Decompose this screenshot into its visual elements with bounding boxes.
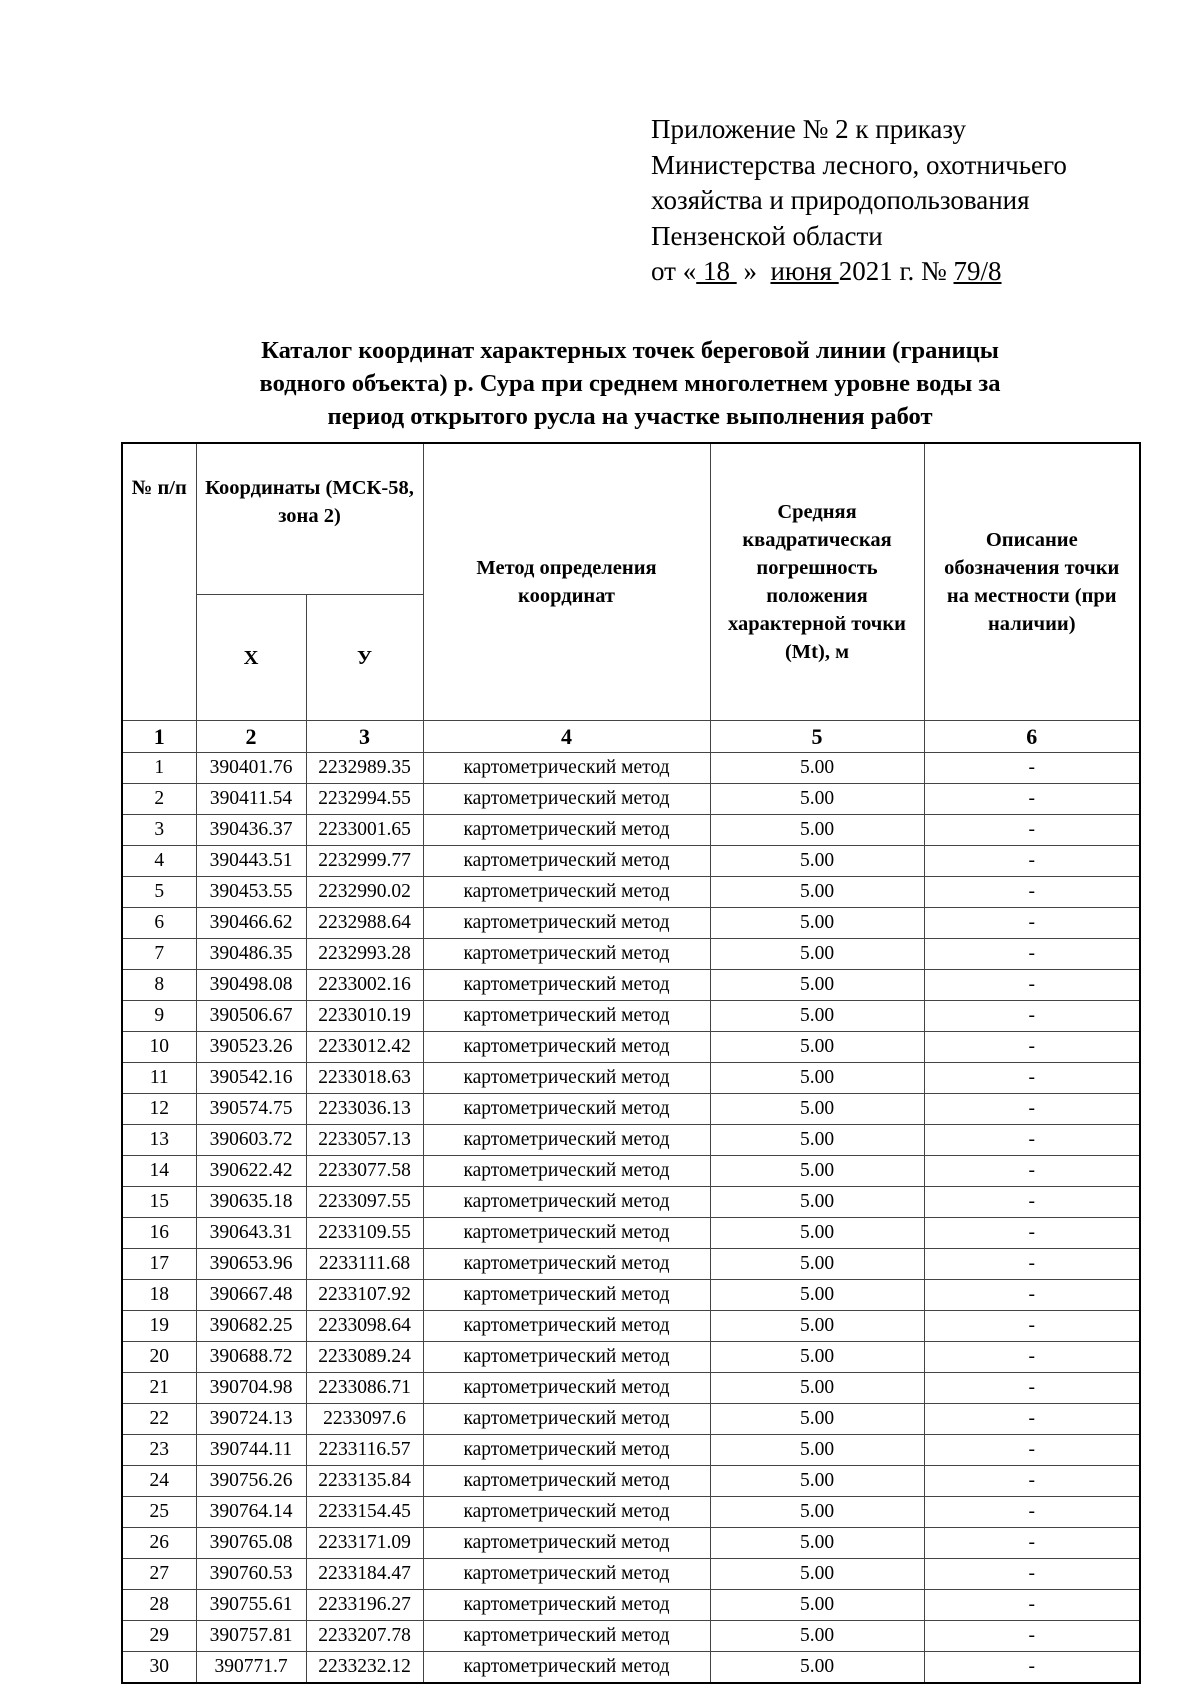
cell-y: 2233107.92 [306, 1280, 423, 1311]
cell-description: - [924, 1311, 1140, 1342]
column-number: 2 [196, 721, 306, 753]
appendix-header [651, 112, 1067, 290]
cell-num: 27 [122, 1559, 196, 1590]
header-coords: Координаты (МСК-58, зона 2) [196, 443, 423, 595]
table-row [122, 1621, 1140, 1652]
appendix-line: Министерства лесного, охотничьего [651, 149, 1067, 180]
cell-description: - [924, 1187, 1140, 1218]
cell-y: 2233232.12 [306, 1652, 423, 1684]
cell-x: 390771.7 [196, 1652, 306, 1684]
cell-x: 390704.98 [196, 1373, 306, 1404]
cell-x: 390757.81 [196, 1621, 306, 1652]
cell-error: 5.00 [710, 1001, 924, 1032]
cell-method: картометрический метод [423, 815, 710, 846]
cell-error: 5.00 [710, 1249, 924, 1280]
cell-x: 390724.13 [196, 1404, 306, 1435]
cell-y: 2233012.42 [306, 1032, 423, 1063]
cell-description: - [924, 908, 1140, 939]
cell-error: 5.00 [710, 1559, 924, 1590]
cell-error: 5.00 [710, 1466, 924, 1497]
cell-x: 390744.11 [196, 1435, 306, 1466]
cell-method: картометрический метод [423, 1280, 710, 1311]
cell-description: - [924, 1218, 1140, 1249]
appendix-line: хозяйства и природопользования [651, 185, 1030, 215]
cell-num: 4 [122, 846, 196, 877]
table-row [122, 1559, 1140, 1590]
cell-description: - [924, 1280, 1140, 1311]
table-row [122, 1001, 1140, 1032]
table-row [122, 1435, 1140, 1466]
cell-x: 390667.48 [196, 1280, 306, 1311]
cell-error: 5.00 [710, 877, 924, 908]
cell-y: 2233086.71 [306, 1373, 423, 1404]
cell-error: 5.00 [710, 1621, 924, 1652]
cell-description: - [924, 877, 1140, 908]
column-number: 5 [710, 721, 924, 753]
cell-x: 390643.31 [196, 1218, 306, 1249]
header-error: Средняя квадратическая погрешность положения характерной точки (Mt), м [710, 443, 924, 721]
cell-y: 2233116.57 [306, 1435, 423, 1466]
cell-num: 8 [122, 970, 196, 1001]
cell-method: картометрический метод [423, 1559, 710, 1590]
date-day: 18 [696, 256, 737, 286]
cell-method: картометрический метод [423, 939, 710, 970]
cell-method: картометрический метод [423, 784, 710, 815]
cell-error: 5.00 [710, 1404, 924, 1435]
cell-num: 22 [122, 1404, 196, 1435]
table-row [122, 1404, 1140, 1435]
cell-method: картометрический метод [423, 753, 710, 784]
table-row [122, 1063, 1140, 1094]
title-line: Каталог координат характерных точек береговой линии (границы [261, 337, 999, 364]
cell-num: 1 [122, 753, 196, 784]
cell-x: 390523.26 [196, 1032, 306, 1063]
cell-num: 18 [122, 1280, 196, 1311]
cell-error: 5.00 [710, 1280, 924, 1311]
cell-x: 390682.25 [196, 1311, 306, 1342]
cell-y: 2233057.13 [306, 1125, 423, 1156]
cell-description: - [924, 1559, 1140, 1590]
cell-method: картометрический метод [423, 1497, 710, 1528]
cell-y: 2233097.55 [306, 1187, 423, 1218]
table-row [122, 815, 1140, 846]
cell-x: 390498.08 [196, 970, 306, 1001]
cell-x: 390436.37 [196, 815, 306, 846]
document-title [121, 334, 1139, 433]
header-num: № п/п [122, 443, 196, 721]
appendix-date-line [651, 254, 1067, 290]
cell-method: картометрический метод [423, 1218, 710, 1249]
table-row [122, 1590, 1140, 1621]
table-row [122, 1311, 1140, 1342]
date-month: июня [770, 256, 839, 286]
table-row [122, 1156, 1140, 1187]
cell-num: 17 [122, 1249, 196, 1280]
header-method: Метод определения координат [423, 443, 710, 721]
cell-num: 19 [122, 1311, 196, 1342]
cell-description: - [924, 1652, 1140, 1684]
cell-method: картометрический метод [423, 1187, 710, 1218]
cell-description: - [924, 1342, 1140, 1373]
cell-x: 390574.75 [196, 1094, 306, 1125]
cell-error: 5.00 [710, 815, 924, 846]
cell-method: картометрический метод [423, 877, 710, 908]
cell-description: - [924, 753, 1140, 784]
table-row [122, 908, 1140, 939]
cell-y: 2232988.64 [306, 908, 423, 939]
table-row [122, 1094, 1140, 1125]
cell-method: картометрический метод [423, 1125, 710, 1156]
table-row [122, 1528, 1140, 1559]
appendix-line: Приложение № 2 к приказу [651, 114, 966, 144]
cell-num: 24 [122, 1466, 196, 1497]
header-description: Описание обозначения точки на местности (при наличии) [924, 443, 1140, 721]
cell-y: 2232993.28 [306, 939, 423, 970]
cell-num: 7 [122, 939, 196, 970]
cell-y: 2233207.78 [306, 1621, 423, 1652]
cell-description: - [924, 1528, 1140, 1559]
table-row [122, 877, 1140, 908]
cell-x: 390653.96 [196, 1249, 306, 1280]
cell-method: картометрический метод [423, 908, 710, 939]
cell-num: 5 [122, 877, 196, 908]
cell-method: картометрический метод [423, 1311, 710, 1342]
cell-num: 29 [122, 1621, 196, 1652]
cell-num: 6 [122, 908, 196, 939]
coordinates-table [121, 442, 1141, 1684]
cell-description: - [924, 846, 1140, 877]
cell-error: 5.00 [710, 1373, 924, 1404]
cell-num: 9 [122, 1001, 196, 1032]
cell-y: 2232994.55 [306, 784, 423, 815]
date-year: 2021 г. № [838, 256, 954, 286]
table-row [122, 1249, 1140, 1280]
cell-error: 5.00 [710, 1311, 924, 1342]
cell-description: - [924, 1466, 1140, 1497]
cell-error: 5.00 [710, 1032, 924, 1063]
cell-error: 5.00 [710, 753, 924, 784]
cell-y: 2233010.19 [306, 1001, 423, 1032]
cell-y: 2233111.68 [306, 1249, 423, 1280]
cell-x: 390506.67 [196, 1001, 306, 1032]
cell-y: 2233135.84 [306, 1466, 423, 1497]
cell-x: 390635.18 [196, 1187, 306, 1218]
cell-error: 5.00 [710, 1063, 924, 1094]
cell-num: 12 [122, 1094, 196, 1125]
table-row [122, 970, 1140, 1001]
cell-method: картометрический метод [423, 1156, 710, 1187]
cell-y: 2233077.58 [306, 1156, 423, 1187]
header-x: Х [196, 595, 306, 721]
table-row [122, 1187, 1140, 1218]
cell-error: 5.00 [710, 1342, 924, 1373]
cell-method: картометрический метод [423, 1621, 710, 1652]
cell-num: 2 [122, 784, 196, 815]
cell-y: 2233184.47 [306, 1559, 423, 1590]
cell-num: 15 [122, 1187, 196, 1218]
cell-y: 2233109.55 [306, 1218, 423, 1249]
table-row [122, 846, 1140, 877]
cell-error: 5.00 [710, 1590, 924, 1621]
table-row [122, 1466, 1140, 1497]
cell-num: 25 [122, 1497, 196, 1528]
cell-x: 390443.51 [196, 846, 306, 877]
cell-error: 5.00 [710, 1187, 924, 1218]
cell-method: картометрический метод [423, 1001, 710, 1032]
cell-description: - [924, 1249, 1140, 1280]
cell-num: 26 [122, 1528, 196, 1559]
cell-num: 23 [122, 1435, 196, 1466]
cell-y: 2233089.24 [306, 1342, 423, 1373]
cell-error: 5.00 [710, 1094, 924, 1125]
cell-y: 2232989.35 [306, 753, 423, 784]
table-row [122, 1342, 1140, 1373]
cell-x: 390453.55 [196, 877, 306, 908]
cell-x: 390688.72 [196, 1342, 306, 1373]
cell-x: 390466.62 [196, 908, 306, 939]
order-number: 79/8 [953, 256, 1002, 286]
column-numbers-row [122, 721, 1140, 753]
cell-num: 13 [122, 1125, 196, 1156]
cell-method: картометрический метод [423, 1249, 710, 1280]
cell-num: 10 [122, 1032, 196, 1063]
cell-method: картометрический метод [423, 1373, 710, 1404]
cell-description: - [924, 815, 1140, 846]
cell-description: - [924, 1373, 1140, 1404]
cell-error: 5.00 [710, 1435, 924, 1466]
cell-y: 2233001.65 [306, 815, 423, 846]
cell-x: 390764.14 [196, 1497, 306, 1528]
cell-method: картометрический метод [423, 1063, 710, 1094]
cell-num: 30 [122, 1652, 196, 1684]
cell-error: 5.00 [710, 1652, 924, 1684]
table-row [122, 1373, 1140, 1404]
cell-error: 5.00 [710, 1156, 924, 1187]
table-row [122, 1032, 1140, 1063]
cell-num: 16 [122, 1218, 196, 1249]
cell-description: - [924, 1032, 1140, 1063]
cell-y: 2233171.09 [306, 1528, 423, 1559]
cell-method: картометрический метод [423, 1590, 710, 1621]
cell-method: картометрический метод [423, 1435, 710, 1466]
cell-method: картометрический метод [423, 1342, 710, 1373]
cell-description: - [924, 1497, 1140, 1528]
cell-x: 390603.72 [196, 1125, 306, 1156]
cell-x: 390622.42 [196, 1156, 306, 1187]
cell-num: 21 [122, 1373, 196, 1404]
cell-error: 5.00 [710, 1218, 924, 1249]
cell-error: 5.00 [710, 1528, 924, 1559]
cell-method: картометрический метод [423, 1652, 710, 1684]
table-row [122, 1280, 1140, 1311]
cell-y: 2233018.63 [306, 1063, 423, 1094]
table-row [122, 753, 1140, 784]
cell-error: 5.00 [710, 784, 924, 815]
cell-y: 2233098.64 [306, 1311, 423, 1342]
cell-x: 390486.35 [196, 939, 306, 970]
table-row [122, 1652, 1140, 1684]
date-mid: » [736, 256, 771, 286]
cell-description: - [924, 1125, 1140, 1156]
appendix-line: Пензенской области [651, 220, 883, 251]
column-number: 4 [423, 721, 710, 753]
column-number: 3 [306, 721, 423, 753]
cell-description: - [924, 939, 1140, 970]
table-row [122, 1125, 1140, 1156]
cell-method: картометрический метод [423, 1404, 710, 1435]
cell-error: 5.00 [710, 846, 924, 877]
cell-x: 390760.53 [196, 1559, 306, 1590]
cell-error: 5.00 [710, 970, 924, 1001]
cell-method: картометрический метод [423, 1032, 710, 1063]
cell-description: - [924, 1063, 1140, 1094]
cell-description: - [924, 1590, 1140, 1621]
cell-num: 11 [122, 1063, 196, 1094]
cell-y: 2233154.45 [306, 1497, 423, 1528]
cell-description: - [924, 970, 1140, 1001]
column-number: 1 [122, 721, 196, 753]
cell-num: 20 [122, 1342, 196, 1373]
column-number: 6 [924, 721, 1140, 753]
cell-description: - [924, 1621, 1140, 1652]
cell-x: 390756.26 [196, 1466, 306, 1497]
cell-description: - [924, 1094, 1140, 1125]
cell-description: - [924, 1404, 1140, 1435]
table-row [122, 1497, 1140, 1528]
cell-num: 28 [122, 1590, 196, 1621]
cell-y: 2232999.77 [306, 846, 423, 877]
cell-y: 2232990.02 [306, 877, 423, 908]
table-row [122, 1218, 1140, 1249]
cell-x: 390401.76 [196, 753, 306, 784]
cell-y: 2233097.6 [306, 1404, 423, 1435]
cell-method: картометрический метод [423, 846, 710, 877]
cell-error: 5.00 [710, 939, 924, 970]
cell-description: - [924, 1156, 1140, 1187]
cell-y: 2233036.13 [306, 1094, 423, 1125]
header-y: У [306, 595, 423, 721]
table-row [122, 939, 1140, 970]
cell-method: картометрический метод [423, 1528, 710, 1559]
cell-num: 14 [122, 1156, 196, 1187]
cell-method: картометрический метод [423, 1094, 710, 1125]
cell-method: картометрический метод [423, 970, 710, 1001]
cell-x: 390755.61 [196, 1590, 306, 1621]
cell-description: - [924, 784, 1140, 815]
cell-x: 390765.08 [196, 1528, 306, 1559]
cell-description: - [924, 1435, 1140, 1466]
cell-x: 390542.16 [196, 1063, 306, 1094]
title-line: период открытого русла на участке выполнения работ [327, 403, 933, 430]
cell-error: 5.00 [710, 1497, 924, 1528]
cell-num: 3 [122, 815, 196, 846]
cell-error: 5.00 [710, 908, 924, 939]
table-row [122, 784, 1140, 815]
cell-method: картометрический метод [423, 1466, 710, 1497]
cell-error: 5.00 [710, 1125, 924, 1156]
cell-description: - [924, 1001, 1140, 1032]
cell-y: 2233002.16 [306, 970, 423, 1001]
title-line: водного объекта) р. Сура при среднем многолетнем уровне воды за [259, 370, 1001, 397]
date-prefix: от « [651, 256, 697, 286]
cell-x: 390411.54 [196, 784, 306, 815]
cell-y: 2233196.27 [306, 1590, 423, 1621]
